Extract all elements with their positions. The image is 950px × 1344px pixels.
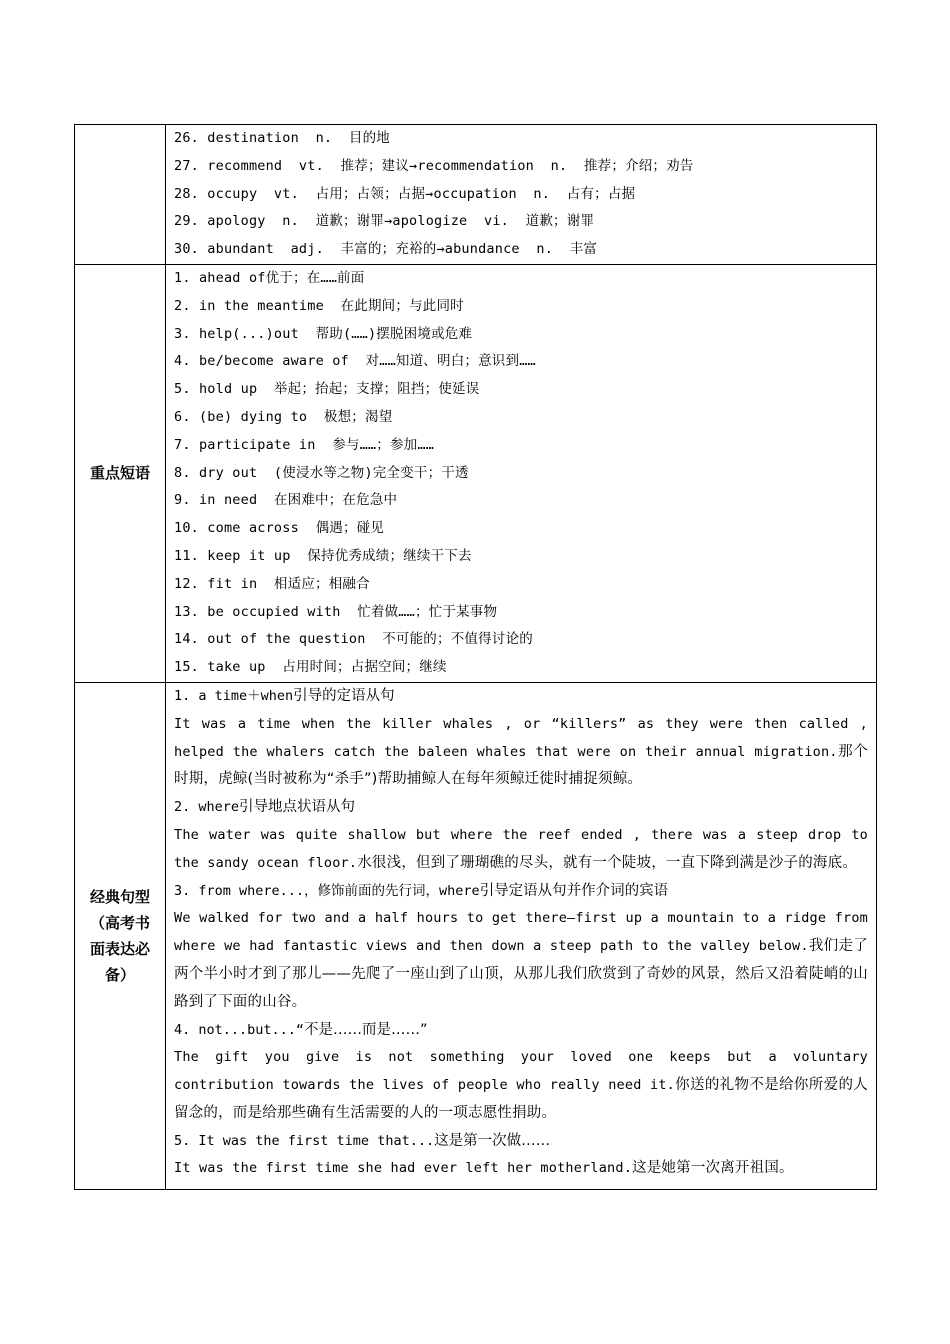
phrases-content-cell [166, 264, 877, 682]
phrase-item: 7. participate in 参与……；参加…… [174, 436, 435, 453]
vocab-item: 30. abundant adj. 丰富的；充裕的→abundance n. 丰富 [174, 241, 598, 258]
sentence-heading-zh: 这是第一次做…… [434, 1132, 551, 1149]
vocab-row [75, 125, 877, 265]
example-en: The water was quite shallow but where the reef ended , there was a steep drop to the sandy ocean floor. [174, 826, 868, 871]
vocab-item: 27. recommend vt. 推荐；建议→recommendation n. 推荐；介绍；劝告 [174, 157, 694, 174]
phrase-item: 8. dry out (使浸水等之物)完全变干；干透 [174, 464, 469, 481]
sentences-content-cell [166, 682, 877, 1189]
sentences-label: 经典句型 （高考书 面表达必 备） [89, 888, 150, 985]
phrase-item: 11. keep it up 保持优秀成绩；继续干下去 [174, 547, 472, 564]
example-zh: 那个时期，虎鲸(当时被称为“杀手”)帮助捕鲸人在每年须鲸迁徙时捕捉须鲸。 [174, 743, 868, 788]
phrase-item: 15. take up 占用时间；占据空间；继续 [174, 659, 447, 676]
vocab-label-cell [75, 125, 166, 265]
sentence-example [174, 905, 868, 1016]
sentence-example [174, 822, 868, 878]
sentence-heading [174, 683, 868, 711]
sentence-heading-zh: 引导地点状语从句 [239, 799, 356, 816]
phrase-item: 9. in need 在困难中；在危急中 [174, 492, 398, 509]
example-en: The gift you give is not something your loved one keeps but a voluntary contribution towards the lives of people who really need it. [174, 1049, 868, 1094]
sentences-row [75, 682, 877, 1189]
vocab-item: 26. destination n. 目的地 [174, 130, 390, 146]
phrase-item: 14. out of the question 不可能的；不值得讨论的 [174, 631, 533, 648]
example-zh: 水很浅，但到了珊瑚礁的尽头，就有一个陡坡，一直下降到满是沙子的海底。 [357, 854, 858, 871]
phrase-item: 3. help(...)out 帮助(……)摆脱困境或危难 [174, 325, 473, 342]
phrase-item: 1. ahead of优于；在……前面 [174, 269, 365, 286]
sentence-example [174, 711, 868, 794]
vocab-item: 29. apology n. 道歉；谢罪→apologize vi. 道歉；谢罪 [174, 213, 595, 230]
sentence-heading [174, 1017, 868, 1045]
phrase-item: 12. fit in 相适应；相融合 [174, 575, 370, 592]
sentence-heading-en: 4. not...but...“ [174, 1021, 305, 1038]
example-en: We walked for two and a half hours to get there—first up a mountain to a ridge from where we had fantastic views and then down a steep path to the valley below. [174, 910, 868, 955]
sentence-heading [174, 878, 868, 906]
phrase-item: 13. be occupied with 忙着做……；忙于某事物 [174, 603, 498, 620]
phrase-item: 4. be/become aware of 对……知道、明白；意识到…… [174, 353, 536, 370]
sentence-example [174, 1155, 868, 1183]
sentence-heading-en: 5. It was the first time that... [174, 1132, 435, 1149]
sentence-heading-en: 2. where [174, 799, 240, 816]
example-en: It was a time when the killer whales , or “killers” as they were then called , helped the whalers catch the baleen whales that were on their annual migration. [174, 715, 868, 760]
example-en: It was the first time she had ever left her motherland. [174, 1160, 633, 1177]
sentence-heading-en: 1. a time＋when [174, 687, 294, 704]
sentence-heading-zh: 引导的定语从句 [293, 687, 395, 704]
phrases-row [75, 264, 877, 682]
phrase-item: 5. hold up 举起；抬起；支撑；阻挡；使延误 [174, 381, 480, 398]
sentence-heading [174, 1128, 868, 1156]
phrase-item: 2. in the meantime 在此期间；与此同时 [174, 297, 464, 314]
sentence-heading-en: 3. from where...，修饰前面的先行词，where [174, 882, 480, 899]
example-zh: 我们走了两个半小时才到了那儿——先爬了一座山到了山顶，从那儿我们欣赏到了奇妙的风景，然后又沿着陡峭的山路到了下面的山谷。 [174, 938, 868, 1010]
phrase-item: 10. come across 偶遇；碰见 [174, 520, 385, 537]
phrase-item: 6. (be) dying to 极想；渴望 [174, 408, 393, 425]
sentence-heading [174, 794, 868, 822]
phrases-label: 重点短语 [89, 464, 150, 483]
sentence-heading-zh: 引导定语从句并作介词的宾语 [479, 882, 669, 899]
example-zh: 你送的礼物不是给你所爱的人留念的，而是给那些确有生活需要的人的一项志愿性捐助。 [174, 1077, 868, 1121]
example-zh: 这是她第一次离开祖国。 [632, 1160, 794, 1177]
sentence-heading-zh: 不是……而是……” [304, 1021, 428, 1038]
phrases-label-cell [75, 264, 166, 682]
vocab-content-cell [166, 125, 877, 265]
vocabulary-table [74, 124, 877, 1190]
sentence-example [174, 1044, 868, 1127]
vocab-item: 28. occupy vt. 占用；占领；占据→occupation n. 占有；占据 [174, 185, 636, 202]
sentences-label-cell [75, 682, 166, 1189]
